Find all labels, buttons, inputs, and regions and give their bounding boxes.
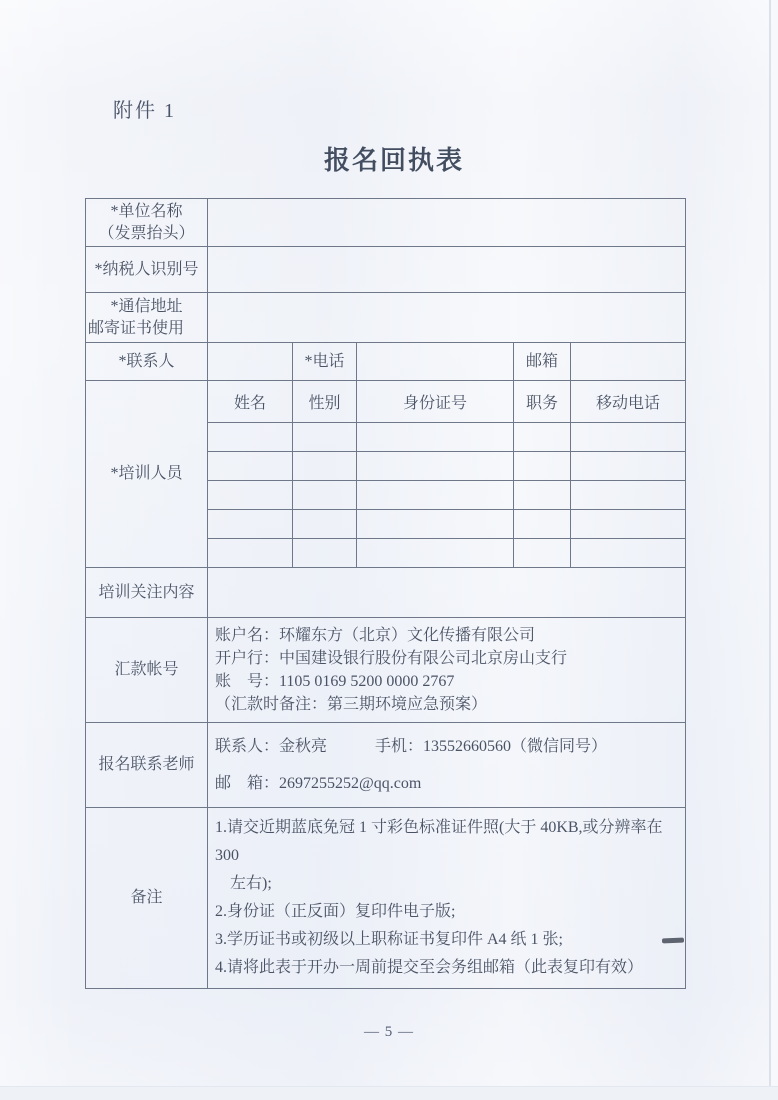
notes-value-cell — [208, 808, 686, 989]
address-label-cell — [86, 293, 208, 343]
registration-contact-label-cell: 报名联系老师 — [86, 723, 208, 808]
personnel-col-mobile: 移动电话 — [571, 381, 686, 423]
contact-email-label-cell: 邮箱 — [514, 343, 571, 381]
personnel-cell — [571, 481, 686, 510]
personnel-cell — [293, 452, 357, 481]
personnel-col-name: 姓名 — [208, 381, 293, 423]
personnel-cell — [293, 481, 357, 510]
personnel-cell — [514, 510, 571, 539]
page-title: 报名回执表 — [323, 146, 464, 175]
personnel-cell — [208, 481, 293, 510]
personnel-cell — [514, 423, 571, 452]
address-label-line2: 邮寄证书使用 — [88, 319, 185, 337]
note-item-1-continued: 左右); — [230, 875, 272, 892]
unit-name-label-line2: （发票抬头） — [98, 224, 195, 242]
notes-label-cell: 备注 — [86, 808, 208, 989]
personnel-cell — [293, 423, 357, 452]
personnel-cell — [357, 510, 514, 539]
personnel-cell — [293, 510, 357, 539]
personnel-cell — [208, 510, 293, 539]
page-number: — 5 — — [364, 1024, 414, 1040]
address-value-cell — [208, 293, 686, 343]
taxpayer-id-value-cell — [208, 247, 686, 293]
remittance-label-cell: 汇款帐号 — [86, 618, 208, 723]
personnel-col-position: 职务 — [514, 381, 571, 423]
personnel-label-cell: *培训人员 — [86, 381, 208, 568]
training-focus-label-cell: 培训关注内容 — [86, 568, 208, 618]
unit-name-label-cell — [86, 199, 208, 247]
personnel-cell — [357, 452, 514, 481]
remittance-bank: 开户行：中国建设银行股份有限公司北京房山支行 — [215, 650, 568, 667]
row-training-focus — [86, 568, 686, 618]
personnel-col-id-number: 身份证号 — [357, 381, 514, 423]
personnel-cell — [514, 481, 571, 510]
page-bottom-edge — [0, 1086, 778, 1100]
registration-contact-email: 邮 箱：2697255252@qq.com — [215, 774, 422, 792]
personnel-cell — [571, 539, 686, 568]
taxpayer-id-label-cell: *纳税人识别号 — [86, 247, 208, 293]
note-item-3: 3.学历证书或初级以上职称证书复印件 A4 纸 1 张; — [215, 931, 564, 948]
row-remittance — [86, 618, 686, 723]
address-label-line1: *通信地址 — [110, 297, 183, 315]
personnel-cell — [357, 481, 514, 510]
scan-artifact-smudge — [662, 938, 684, 944]
registration-contact-value-cell — [208, 723, 686, 808]
personnel-cell — [208, 452, 293, 481]
contact-value-cell — [208, 343, 293, 381]
contact-label-cell: *联系人 — [86, 343, 208, 381]
personnel-cell — [208, 423, 293, 452]
note-item-4: 4.请将此表于开办一周前提交至会务组邮箱（此表复印有效） — [215, 959, 644, 976]
personnel-cell — [571, 452, 686, 481]
contact-phone-label-cell: *电话 — [293, 343, 357, 381]
spacer — [215, 759, 681, 772]
row-unit-name — [86, 199, 686, 247]
scan-margin — [771, 0, 778, 1100]
training-focus-value-cell — [208, 568, 686, 618]
personnel-col-gender: 性别 — [293, 381, 357, 423]
row-notes — [86, 808, 686, 989]
remittance-value-cell — [208, 618, 686, 723]
unit-name-label-line1: *单位名称 — [110, 202, 183, 220]
personnel-cell — [571, 510, 686, 539]
personnel-cell — [357, 539, 514, 568]
personnel-cell — [208, 539, 293, 568]
row-registration-contact — [86, 723, 686, 808]
contact-email-value-cell — [571, 343, 686, 381]
note-item-1: 1.请交近期蓝底免冠 1 寸彩色标准证件照(大于 40KB,或分辨率在 300 — [215, 819, 663, 864]
row-contact — [86, 343, 686, 381]
attachment-label: 附件 1 — [113, 100, 176, 122]
personnel-cell — [514, 452, 571, 481]
registration-contact-person-phone: 联系人：金秋亮 手机：13552660560（微信同号） — [215, 737, 608, 755]
row-personnel-header — [86, 381, 686, 423]
remittance-account-number: 账 号：1105 0169 5200 0000 2767 — [215, 673, 455, 690]
personnel-cell — [514, 539, 571, 568]
contact-phone-value-cell — [357, 343, 514, 381]
personnel-cell — [293, 539, 357, 568]
unit-name-value-cell — [208, 199, 686, 247]
remittance-memo: （汇款时备注：第三期环境应急预案） — [215, 696, 488, 713]
row-address — [86, 293, 686, 343]
personnel-cell — [357, 423, 514, 452]
remittance-account-name: 账户名：环耀东方（北京）文化传播有限公司 — [215, 627, 536, 644]
personnel-cell — [571, 423, 686, 452]
row-taxpayer-id — [86, 247, 686, 293]
registration-form-table — [85, 198, 686, 989]
note-item-2: 2.身份证（正反面）复印件电子版; — [215, 903, 456, 920]
page-edge-line — [769, 0, 771, 1100]
